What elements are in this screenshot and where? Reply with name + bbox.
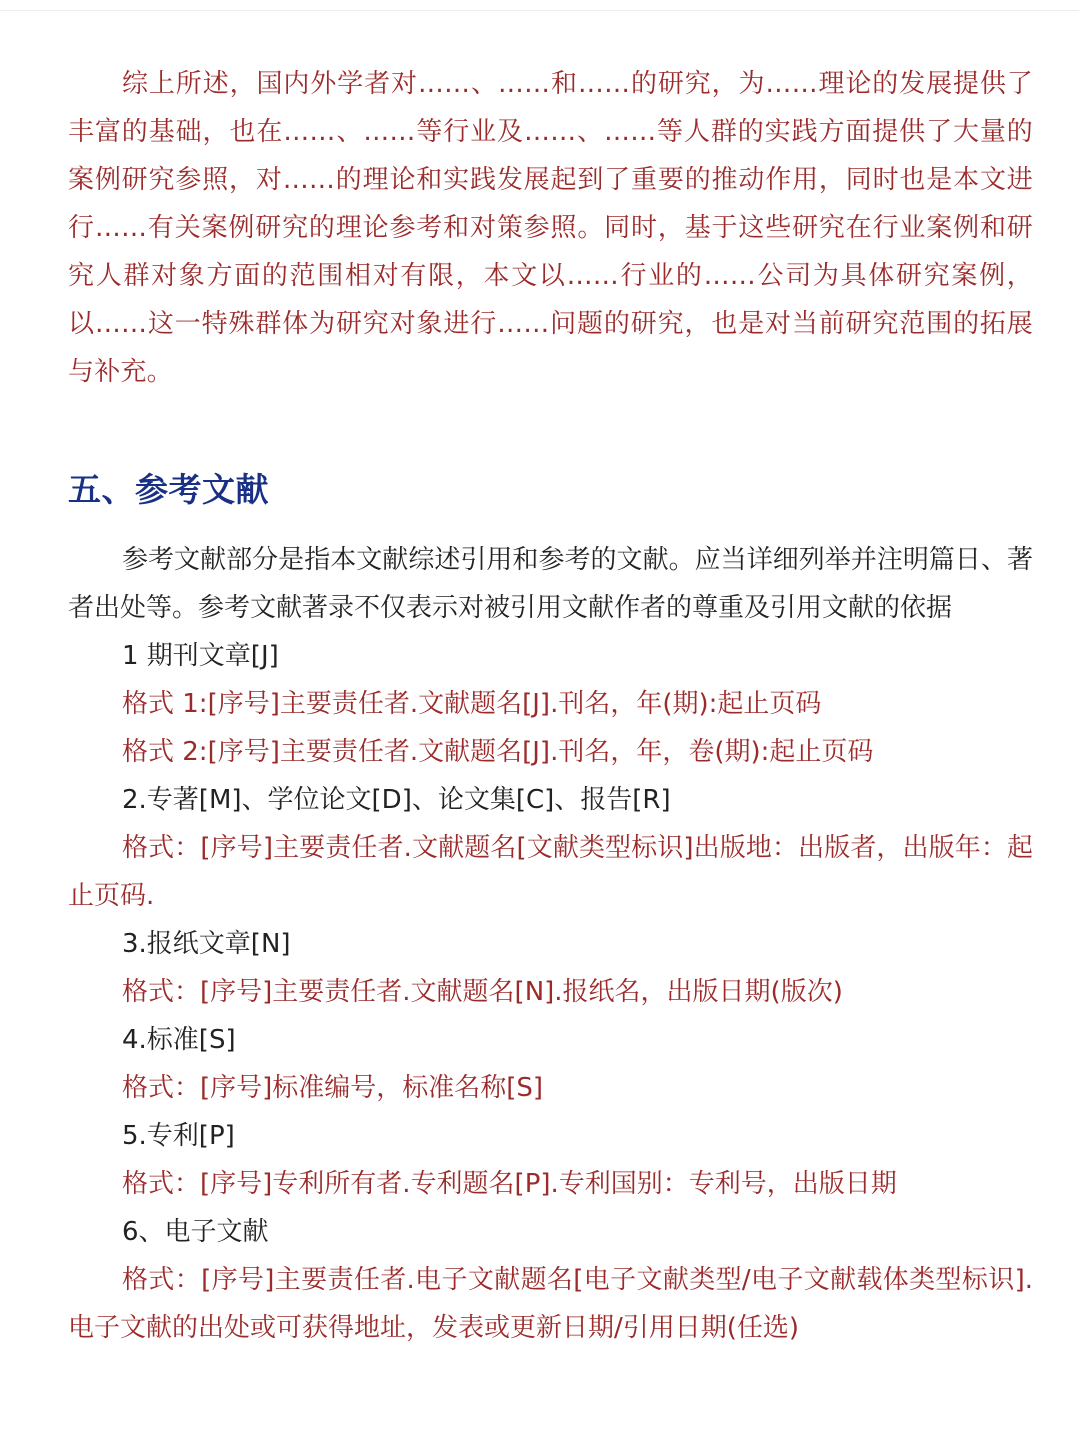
summary-paragraph: 综上所述，国内外学者对……、……和……的研究，为……理论的发展提供了丰富的基础，也在……、……等行业及……、……等人群的实践方面提供了大量的案例研究参照，对……的理论和实践发展起到了重要的推动作用，同时也是本文进行……有关案例研究的理论参考和对策参照。同时，基于这些研究在行业案例和研究人群对象方面的范围相对有限，本文以……行业的……公司为具体研究案例，以……这一特殊群体为研究对象进行……问题的研究，也是对当前研究范围的拓展与补充。: [68, 69, 1033, 387]
journal-title: 1 期刊文章[J]: [122, 641, 279, 671]
standard-title: 4.标准[S]: [122, 1025, 236, 1055]
top-divider: [0, 0, 1079, 11]
electronic-format: 格式：[序号]主要责任者.电子文献题名[电子文献类型/电子文献载体类型标识].电子文献的出处或可获得地址，发表或更新日期/引用日期(任选): [68, 1265, 1033, 1343]
section-heading-references: 五、参考文献: [68, 470, 269, 509]
newspaper-format: 格式：[序号]主要责任者.文献题名[N].报纸名，出版日期(版次): [122, 977, 843, 1007]
references-intro-paragraph: 参考文献部分是指本文献综述引用和参考的文献。应当详细列举并注明篇日、著者出处等。参考文献著录不仅表示对被引用文献作者的尊重及引用文献的依据: [68, 545, 1033, 623]
newspaper-title: 3.报纸文章[N]: [122, 929, 291, 959]
journal-format-2: 格式 2:[序号]主要责任者.文献题名[J].刊名，年，卷(期):起止页码: [122, 737, 874, 767]
patent-title: 5.专利[P]: [122, 1121, 235, 1151]
patent-format: 格式：[序号]专利所有者.专利题名[P].专利国别：专利号，出版日期: [122, 1169, 897, 1199]
document-page: [68, 60, 1033, 1352]
journal-format-1: 格式 1:[序号]主要责任者.文献题名[J].刊名，年(期):起止页码: [122, 689, 822, 719]
monograph-format: 格式：[序号]主要责任者.文献题名[文献类型标识]出版地：出版者，出版年：起止页码.: [68, 833, 1033, 911]
electronic-title: 6、电子文献: [122, 1217, 269, 1247]
monograph-title: 2.专著[M]、学位论文[D]、论文集[C]、报告[R]: [122, 785, 671, 815]
standard-format: 格式：[序号]标准编号，标准名称[S]: [122, 1073, 544, 1103]
